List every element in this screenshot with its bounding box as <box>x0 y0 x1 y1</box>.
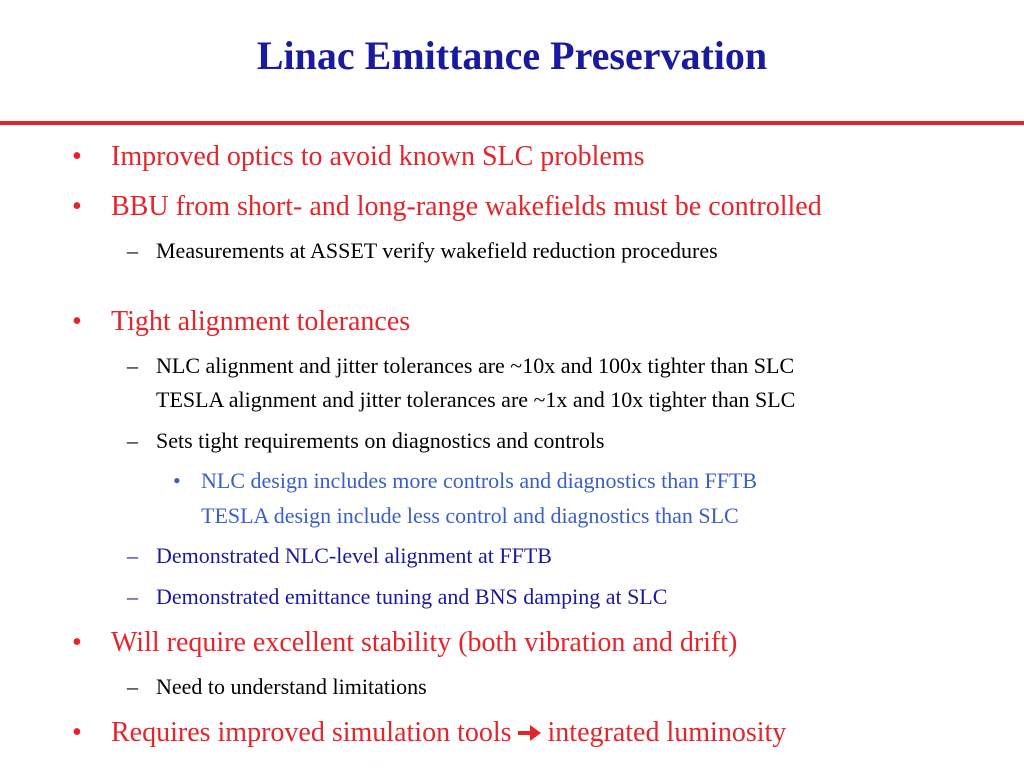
integrated-luminosity-text: integrated luminosity <box>547 717 787 748</box>
sub-diagnostics-requirements: Sets tight requirements on diagnostics and controls <box>156 428 605 453</box>
sub-nlc-tolerances: NLC alignment and jitter tolerances are ~10x and 100x tighter than SLC <box>156 353 795 378</box>
slide-title: Linac Emittance Preservation <box>256 33 768 78</box>
dash-marker: – <box>127 674 138 699</box>
bullet-bbu-wakefields: BBU from short- and long-range wakefields must be controlled <box>111 191 822 222</box>
bullet-simulation-tools <box>111 716 786 750</box>
right-arrow-icon <box>516 723 542 743</box>
bullet-marker: • <box>72 306 82 337</box>
title-divider <box>0 121 1024 125</box>
bullet-stability: Will require excellent stability (both vibration and drift) <box>111 627 738 658</box>
subsub-nlc-design: NLC design includes more controls and diagnostics than FFTB <box>201 468 758 493</box>
subsub-tesla-design: TESLA design include less control and diagnostics than SLC <box>201 503 739 528</box>
bullet-tight-alignment: Tight alignment tolerances <box>111 306 411 337</box>
bullet-improved-optics: Improved optics to avoid known SLC problems <box>111 141 645 172</box>
bullet-marker-small: • <box>173 468 181 493</box>
sub-limitations: Need to understand limitations <box>156 674 427 699</box>
dash-marker: – <box>127 238 138 263</box>
bullet-marker: • <box>72 717 82 748</box>
sub-emittance-tuning: Demonstrated emittance tuning and BNS damping at SLC <box>156 584 668 609</box>
dash-marker: – <box>127 543 138 568</box>
bullet-marker: • <box>72 191 82 222</box>
bullet-marker: • <box>72 141 82 172</box>
dash-marker: – <box>127 428 138 453</box>
sub-asset-measurements: Measurements at ASSET verify wakefield reduction procedures <box>156 238 718 263</box>
simulation-tools-text: Requires improved simulation tools <box>111 717 512 748</box>
bullet-marker: • <box>72 627 82 658</box>
sub-tesla-tolerances: TESLA alignment and jitter tolerances are ~1x and 10x tighter than SLC <box>156 387 796 412</box>
dash-marker: – <box>127 584 138 609</box>
dash-marker: – <box>127 353 138 378</box>
sub-nlc-alignment-fftb: Demonstrated NLC-level alignment at FFTB <box>156 543 552 568</box>
